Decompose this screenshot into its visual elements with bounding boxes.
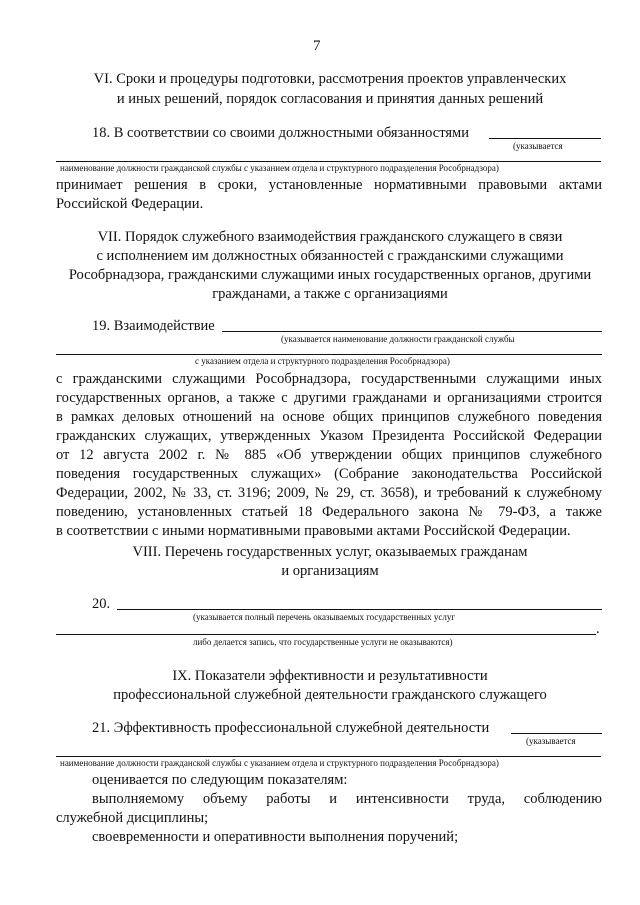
section-7-heading-line-2: с исполнением им должностных обязанностей с гражданскими служащими (96, 248, 564, 264)
fill-line (56, 354, 602, 355)
hint-text: (указывается полный перечень оказываемых государственных услуг (193, 612, 456, 622)
fill-line (117, 609, 602, 610)
paragraph-text-line: гражданских служащих, утвержденных Указом Президента Российской Федерации (56, 428, 602, 444)
hint-text: (указывается (526, 736, 576, 746)
section-6-heading-line-1: VI. Сроки и процедуры подготовки, рассмотрения проектов управленческих (93, 71, 567, 87)
paragraph-text-line: Федерации, 2002, № 33, ст. 3196; 2009, № 29, ст. 3658), и требований к служебному (56, 485, 602, 501)
paragraph-text-line: служебной дисциплины; (56, 810, 209, 826)
paragraph-text-line: Российской Федерации. (56, 196, 204, 212)
paragraph-text-line: поведения государственных служащих» (Собрание законодательства Российской (56, 466, 602, 482)
section-9-heading-line-1: IX. Показатели эффективности и результативности (172, 668, 488, 684)
paragraph-21-start: 21. Эффективность профессиональной служебной деятельности (92, 720, 490, 736)
paragraph-19-start: 19. Взаимодействие (92, 318, 215, 334)
hint-text: (указывается наименование должности гражданской службы (281, 334, 515, 344)
paragraph-20-start: 20. (92, 596, 111, 612)
fill-line (56, 161, 601, 162)
paragraph-text-line: в соответствии с иными нормативными правовыми актами Российской Федерации. (56, 523, 571, 539)
fill-line (511, 733, 602, 734)
fill-line (56, 756, 601, 757)
hint-text: с указанием отдела и структурного подразделения Рособрнадзора) (195, 356, 450, 366)
hint-text: наименование должности гражданской службы с указанием отдела и структурного подразделения Рособрнадзора) (60, 758, 499, 768)
section-8-heading-line-2: и организациям (281, 563, 379, 579)
fill-line (489, 138, 601, 139)
paragraph-text-line: в рамках деловых отношений на основе общих принципов служебного поведения (56, 409, 602, 425)
paragraph-text-line: принимает решения в сроки, установленные нормативными правовыми актами (56, 177, 602, 193)
hint-text: наименование должности гражданской службы с указанием отдела и структурного подразделения Рособрнадзора) (60, 163, 499, 173)
section-7-heading-line-1: VII. Порядок служебного взаимодействия гражданского служащего в связи (97, 229, 563, 245)
paragraph-text-line: своевременности и оперативности выполнения поручений; (92, 829, 459, 845)
paragraph-text-line: государственных органов, а также с другими гражданами и организациями строится (56, 390, 602, 406)
fill-line (222, 331, 602, 332)
fill-line (56, 634, 596, 635)
hint-text: (указывается (513, 141, 563, 151)
paragraph-18-start: 18. В соответствии со своими должностными обязанностями (92, 125, 469, 141)
paragraph-text-line: от 12 августа 2002 г. № 885 «Об утверждении общих принципов служебного (56, 447, 602, 463)
hint-text: либо делается запись, что государственные услуги не оказываются) (193, 637, 453, 647)
page-number: 7 (313, 38, 321, 54)
paragraph-text-line: выполняемому объему работы и интенсивности труда, соблюдению (92, 791, 602, 807)
section-7-heading-line-3: Рособрнадзора, гражданскими служащими иных государственных органов, другими (68, 267, 592, 283)
section-9-heading-line-2: профессиональной служебной деятельности гражданского служащего (113, 687, 547, 703)
section-8-heading-line-1: VIII. Перечень государственных услуг, оказываемых гражданам (132, 544, 528, 560)
paragraph-text-line: поведению, установленных статьей 18 Федерального закона № 79-ФЗ, а также (56, 504, 602, 520)
paragraph-text-line: с гражданскими служащими Рособрнадзора, государственными служащими иных (56, 371, 602, 387)
paragraph-20-end-dot: . (596, 621, 600, 637)
section-7-heading-line-4: гражданами, а также с организациями (212, 286, 448, 302)
paragraph-text-line: оценивается по следующим показателям: (92, 772, 348, 788)
section-6-heading-line-2: и иных решений, порядок согласования и принятия данных решений (116, 91, 544, 107)
